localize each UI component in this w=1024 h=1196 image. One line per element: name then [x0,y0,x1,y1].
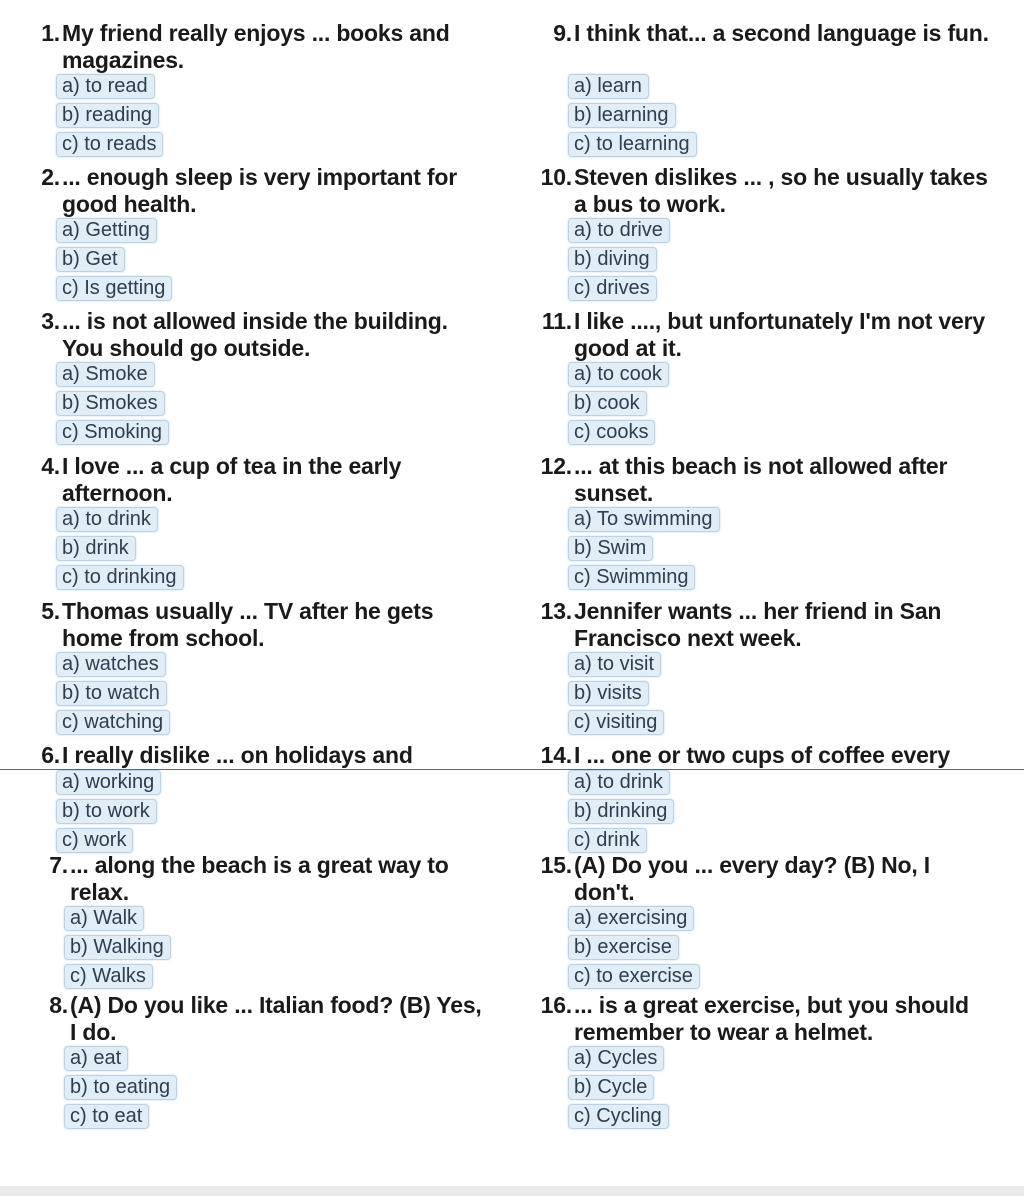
option-b[interactable]: b) reading [56,103,159,128]
page-divider [0,769,1024,770]
options-list [56,362,169,449]
option-b[interactable]: b) cook [568,391,647,416]
question-number: 16. [540,992,572,1018]
option-a[interactable]: a) Smoke [56,362,155,387]
bottom-bar [0,1186,1024,1196]
question-number: 10. [540,164,572,190]
option-c[interactable]: c) Smoking [56,420,169,445]
option-b[interactable]: b) exercise [568,935,679,960]
option-b[interactable]: b) Cycle [568,1075,654,1100]
question-text: Thomas usually ... TV after he gets home from school. [62,598,434,651]
option-a[interactable]: a) watches [56,652,166,677]
options-list [568,1046,669,1133]
option-b[interactable]: b) to watch [56,681,167,706]
option-c[interactable]: c) work [56,828,133,853]
question-text: ... at this beach is not allowed after sunset. [574,453,948,506]
option-a[interactable]: a) To swimming [568,507,720,532]
options-list [568,652,664,739]
question-number: 8. [49,992,68,1018]
option-c[interactable]: c) drives [568,276,657,301]
question-text: My friend really enjoys ... books and magazines. [62,20,450,73]
options-list [64,1046,177,1133]
options-list [568,770,674,857]
option-c[interactable]: c) watching [56,710,170,735]
option-b[interactable]: b) to work [56,799,157,824]
option-c[interactable]: c) cooks [568,420,655,445]
option-c[interactable]: c) Walks [64,964,153,989]
option-b[interactable]: b) to eating [64,1075,177,1100]
option-a[interactable]: a) to cook [568,362,669,387]
question-text: ... is a great exercise, but you should remember to wear a helmet. [574,992,969,1045]
question-text: ... is not allowed inside the building. You should go outside. [62,308,448,361]
question-number: 3. [41,308,60,334]
options-list [568,906,700,993]
question-number: 5. [41,598,60,624]
question-number: 15. [540,852,572,878]
option-c[interactable]: c) visiting [568,710,664,735]
question-text: ... along the beach is a great way to relax. [70,852,449,905]
option-c[interactable]: c) to eat [64,1104,149,1129]
options-list [56,507,184,594]
question-text: I think that... a second language is fun. [574,20,989,46]
option-b[interactable]: b) Walking [64,935,171,960]
option-b[interactable]: b) drink [56,536,136,561]
option-b[interactable]: b) Get [56,247,125,272]
option-c[interactable]: c) Cycling [568,1104,669,1129]
option-a[interactable]: a) exercising [568,906,694,931]
question-number: 14. [540,742,572,768]
question-number: 11. [541,308,572,334]
option-a[interactable]: a) to drive [568,218,670,243]
option-a[interactable]: a) to read [56,74,155,99]
options-list [56,74,163,161]
option-a[interactable]: a) eat [64,1046,128,1071]
question-text: Jennifer wants ... her friend in San Francisco next week. [574,598,942,651]
option-a[interactable]: a) to visit [568,652,661,677]
option-c[interactable]: c) to drinking [56,565,184,590]
question-text: ... enough sleep is very important for good health. [62,164,457,217]
option-a[interactable]: a) learn [568,74,649,99]
question-number: 13. [540,598,572,624]
option-b[interactable]: b) drinking [568,799,674,824]
question-text: I love ... a cup of tea in the early afternoon. [62,453,402,506]
option-c[interactable]: c) Is getting [56,276,172,301]
options-list [56,218,172,305]
option-c[interactable]: c) drink [568,828,647,853]
question-text: I like ...., but unfortunately I'm not very good at it. [574,308,985,361]
options-list [568,362,669,449]
option-a[interactable]: a) Getting [56,218,157,243]
question-text: (A) Do you ... every day? (B) No, I don't. [574,852,930,905]
option-b[interactable]: b) learning [568,103,676,128]
question-number: 2. [41,164,60,190]
question-number: 12. [540,453,572,479]
option-c[interactable]: c) to learning [568,132,697,157]
option-a[interactable]: a) Cycles [568,1046,664,1071]
question-text: I ... one or two cups of coffee every [574,742,951,768]
question-text: Steven dislikes ... , so he usually takes a bus to work. [574,164,988,217]
options-list [56,652,170,739]
option-b[interactable]: b) Swim [568,536,653,561]
option-c[interactable]: c) to reads [56,132,163,157]
question-number: 7. [49,852,68,878]
option-c[interactable]: c) Swimming [568,565,695,590]
question-number: 6. [41,742,60,768]
options-list [56,770,161,857]
option-c[interactable]: c) to exercise [568,964,700,989]
option-b[interactable]: b) visits [568,681,649,706]
question-text: I really dislike ... on holidays and [62,742,413,768]
option-a[interactable]: a) Walk [64,906,144,931]
option-a[interactable]: a) working [56,770,161,795]
question-number: 9. [553,20,572,46]
question-number: 4. [41,453,60,479]
question-text: (A) Do you like ... Italian food? (B) Yes, I do. [70,992,482,1045]
options-list [568,507,720,594]
question-number: 1. [41,20,60,46]
options-list [568,218,670,305]
options-list [568,74,697,161]
options-list [64,906,171,993]
option-b[interactable]: b) diving [568,247,657,272]
option-a[interactable]: a) to drink [568,770,670,795]
option-b[interactable]: b) Smokes [56,391,165,416]
option-a[interactable]: a) to drink [56,507,158,532]
